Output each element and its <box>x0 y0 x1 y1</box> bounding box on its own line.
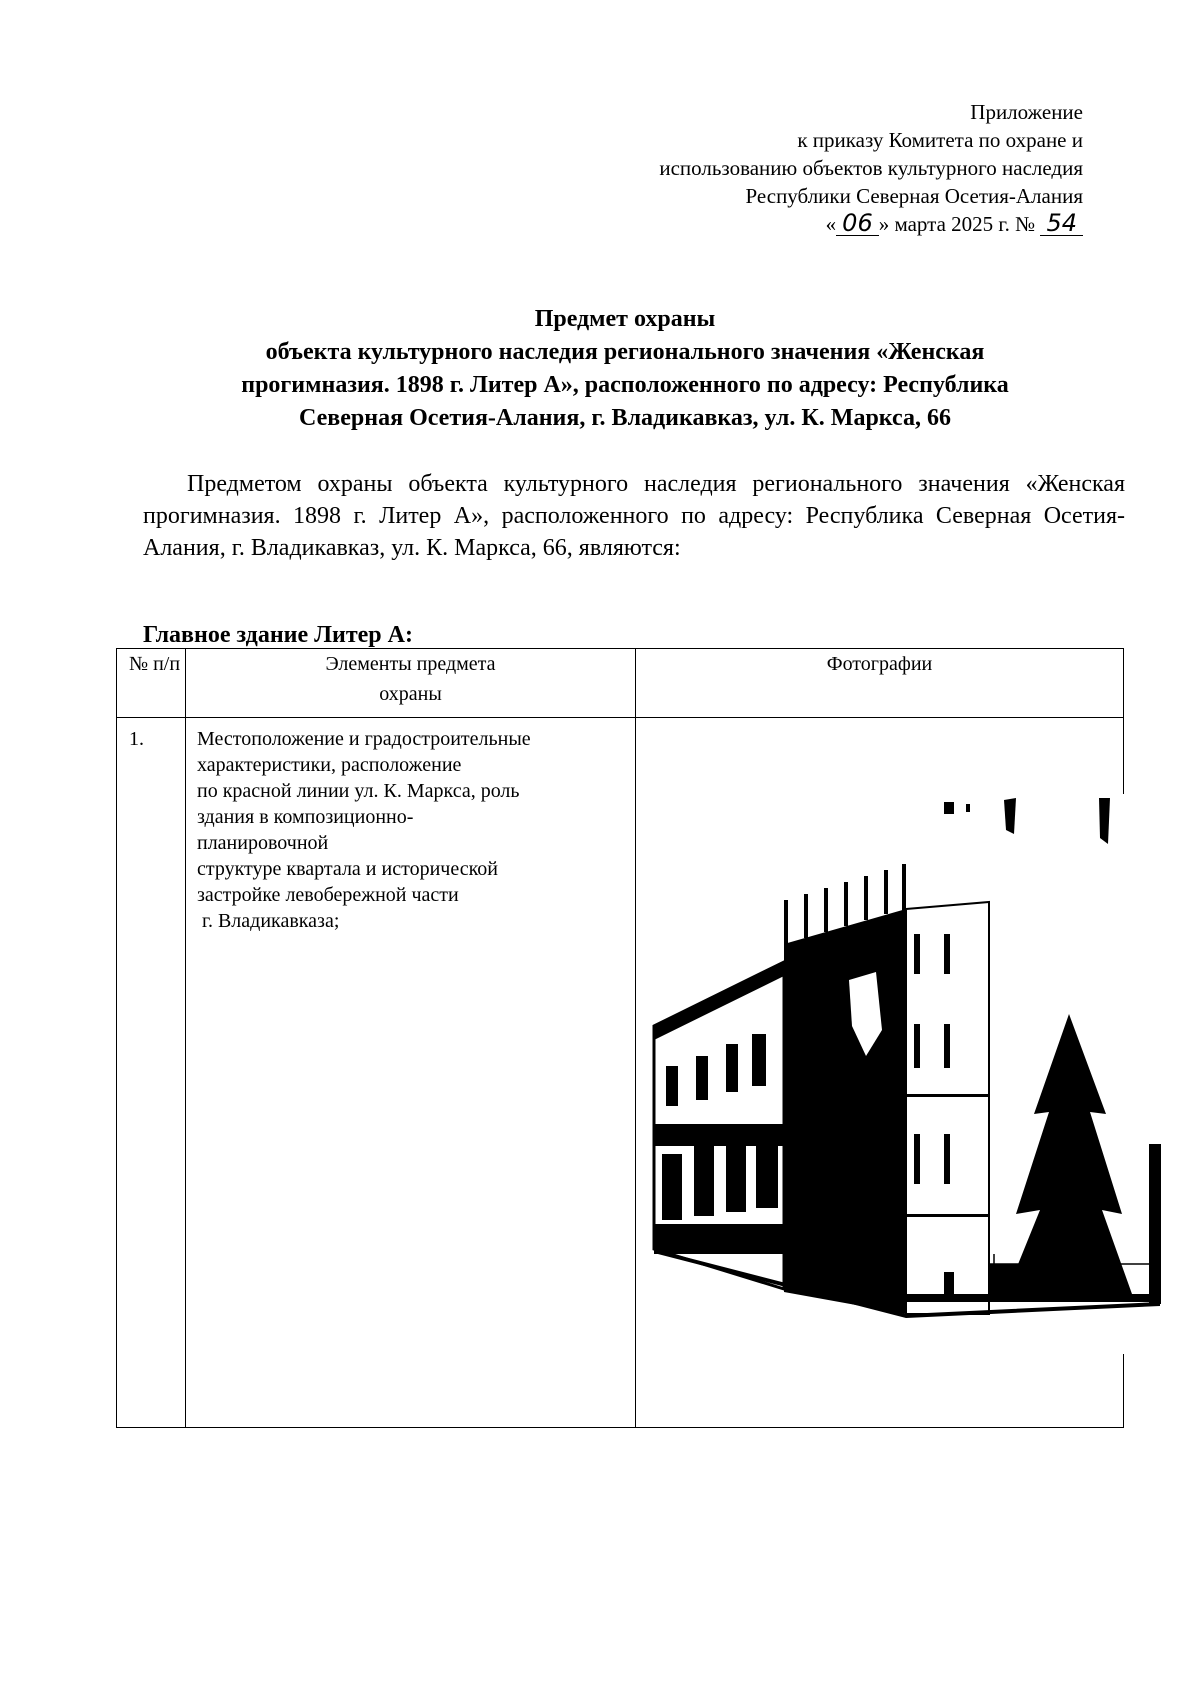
handwritten-day: 06 <box>836 211 879 236</box>
header-elements <box>186 649 636 718</box>
title-line-3: прогимназия. 1898 г. Литер А», расположенного по адресу: Республика <box>241 372 1009 398</box>
header-number-label: № п/п <box>129 653 181 675</box>
appendix-committee: использованию объектов культурного наследия <box>659 156 1083 180</box>
header-elements-line-2: охраны <box>379 683 442 705</box>
row-elements-cell <box>186 718 636 1428</box>
row-number: 1. <box>117 718 186 1428</box>
appendix-date-line <box>659 210 1083 238</box>
row-element-line: здания в композиционно- <box>197 806 414 828</box>
title-line-4: Северная Осетия-Алания, г. Владикавказ, ул. К. Маркса, 66 <box>299 405 951 431</box>
header-number <box>117 649 186 718</box>
building-photo <box>636 718 1123 1427</box>
appendix-block <box>659 98 1083 238</box>
header-elements-line-1: Элементы предмета <box>325 653 496 675</box>
row-element-line: Местоположение и градостроительные <box>197 728 531 750</box>
handwritten-order-number: 54 <box>1040 211 1083 236</box>
row-element-line: застройке левобережной части <box>197 884 459 906</box>
appendix-order-ref: к приказу Комитета по охране и <box>797 128 1083 152</box>
header-photos-label: Фотографии <box>826 653 933 675</box>
table-row <box>117 718 1124 1428</box>
title-line-2: объекта культурного наследия регионального значения «Женская <box>265 339 985 365</box>
protection-items-table <box>116 648 1124 1428</box>
title-line-1: Предмет охраны <box>534 306 716 332</box>
row-element-line: характеристики, расположение <box>197 754 462 776</box>
row-photo-cell <box>636 718 1124 1428</box>
document-title <box>150 303 1100 435</box>
row-element-line: планировочной <box>197 832 329 854</box>
intro-paragraph: Предметом охраны объекта культурного наследия регионального значения «Женская прогимназия. 1898 г. Литер А», расположенного по адресу: Республика Северная Осетия-Алания, г. Владикавказ, ул. К. Маркса, 66, являются: <box>143 471 1125 561</box>
row-element-line: г. Владикавказа; <box>197 910 340 932</box>
section-heading: Главное здание Литер А: <box>143 622 413 648</box>
building-photo-image <box>644 794 1164 1354</box>
table-header-row <box>117 649 1124 718</box>
header-photos <box>636 649 1124 718</box>
appendix-label: Приложение <box>970 100 1083 124</box>
date-month-year: » марта 2025 г. № <box>878 212 1036 236</box>
date-quote-open: « <box>825 212 837 236</box>
row-element-line: структуре квартала и исторической <box>197 858 498 880</box>
row-element-line: по красной линии ул. К. Маркса, роль <box>197 780 520 802</box>
appendix-republic: Республики Северная Осетия-Алания <box>745 184 1083 208</box>
